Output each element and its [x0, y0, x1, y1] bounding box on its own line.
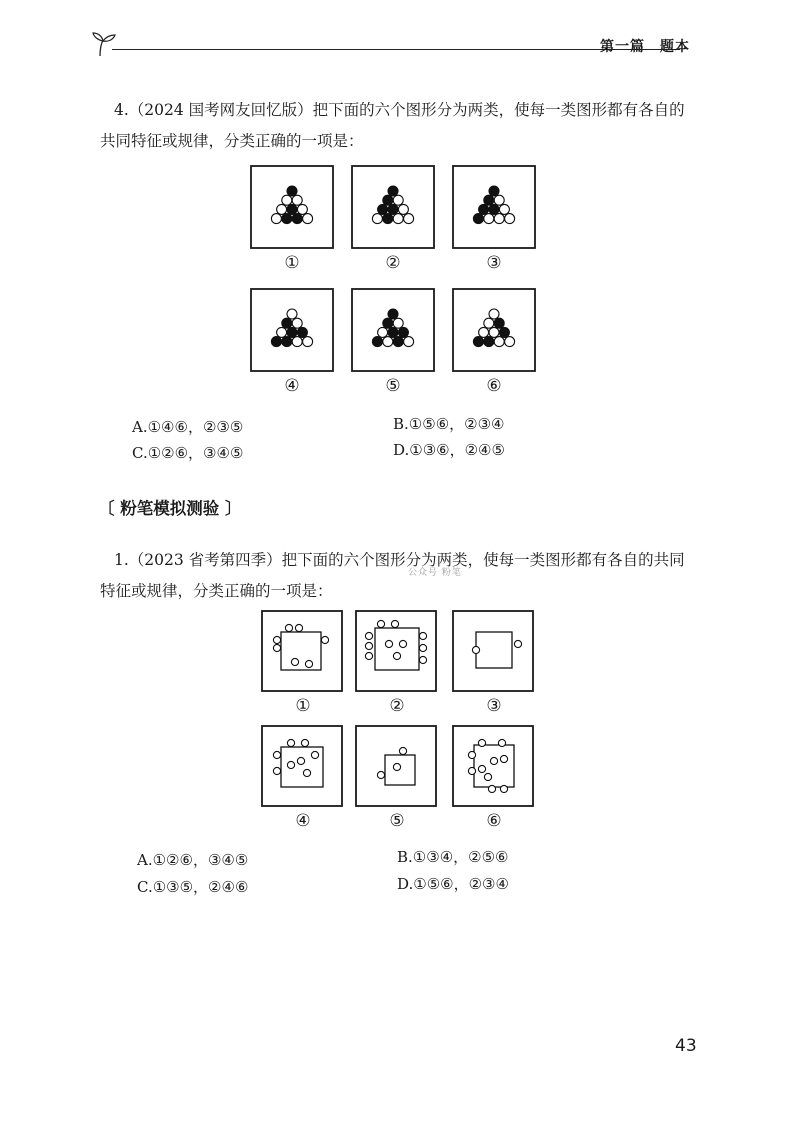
- figure-label: ⑥: [486, 376, 502, 396]
- black-dot: [388, 204, 398, 214]
- figure-label: ①: [284, 253, 300, 273]
- small-circle: [484, 773, 491, 780]
- option-text: ①②⑥，③④⑤: [147, 444, 244, 462]
- white-dot: [505, 214, 515, 224]
- square-circles-figure: [452, 725, 534, 807]
- figure-label: ①: [295, 696, 311, 716]
- question-1-text: [100, 545, 700, 607]
- triangle-dots-figure: [250, 165, 334, 249]
- small-circle: [391, 620, 398, 627]
- q1-figure-1: [261, 610, 345, 716]
- question-1-stem: 1.（2023 省考第四季）把下面的六个图形分为两类，使每一类图形都有各自的共同特征或规律，分类正确的一项是：: [100, 551, 685, 600]
- black-dot: [378, 204, 388, 214]
- white-dot: [383, 337, 393, 347]
- small-circle: [285, 624, 292, 631]
- option-text: ①⑤⑥，②③④: [408, 415, 505, 433]
- q4-figure-6: [452, 288, 536, 396]
- figure-label: ⑤: [389, 811, 405, 831]
- black-dot: [473, 337, 483, 347]
- q4-option-d[interactable]: [393, 440, 505, 460]
- figure-label: ③: [486, 253, 502, 273]
- black-dot: [393, 337, 403, 347]
- black-dot: [287, 327, 297, 337]
- white-dot: [494, 195, 504, 205]
- white-dot: [393, 195, 403, 205]
- option-text: ①③④，②⑤⑥: [412, 848, 509, 866]
- small-circle: [365, 642, 372, 649]
- option-text: ①⑤⑥，②③④: [413, 875, 509, 893]
- white-dot: [378, 327, 388, 337]
- q4-figure-1: [250, 165, 334, 273]
- black-dot: [271, 337, 281, 347]
- white-dot: [484, 214, 494, 224]
- black-dot: [479, 204, 489, 214]
- triangle-dots-figure: [452, 165, 536, 249]
- option-text: ①③⑥，②④⑤: [409, 441, 505, 459]
- black-dot: [282, 318, 292, 328]
- figure-frame: [262, 726, 342, 806]
- white-dot: [499, 204, 509, 214]
- small-circle: [500, 755, 507, 762]
- black-dot: [499, 327, 509, 337]
- sprout-icon: [90, 30, 120, 60]
- white-dot: [297, 204, 307, 214]
- white-dot: [292, 195, 302, 205]
- small-circle: [500, 785, 507, 792]
- q1-option-a[interactable]: [137, 850, 248, 870]
- black-dot: [388, 186, 398, 196]
- figure-label: ⑥: [486, 811, 502, 831]
- black-dot: [383, 195, 393, 205]
- square-circles-figure: [452, 610, 534, 692]
- black-dot: [287, 204, 297, 214]
- white-dot: [287, 309, 297, 319]
- option-letter: D.: [397, 875, 414, 893]
- figure-frame: [262, 611, 342, 691]
- small-circle: [287, 761, 294, 768]
- small-circle: [295, 624, 302, 631]
- white-dot: [271, 214, 281, 224]
- q4-option-a[interactable]: [132, 417, 243, 437]
- square-circles-figure: [355, 725, 437, 807]
- option-letter: C.: [137, 878, 153, 896]
- watermark-stamp: 公众号 粉笔: [408, 568, 462, 578]
- q4-figure-3: [452, 165, 536, 273]
- black-dot: [388, 327, 398, 337]
- small-circle: [305, 660, 312, 667]
- small-circle: [490, 757, 497, 764]
- small-circle: [321, 636, 328, 643]
- square-circles-figure: [355, 610, 437, 692]
- square-circles-figure: [261, 610, 343, 692]
- white-dot: [277, 327, 287, 337]
- q1-option-c[interactable]: [137, 877, 248, 897]
- small-circle: [311, 751, 318, 758]
- section-title: 〔 粉笔模拟测验 〕: [98, 499, 242, 518]
- small-circle: [287, 739, 294, 746]
- q4-figure-5: [351, 288, 435, 396]
- option-text: ①②⑥，③④⑤: [152, 851, 249, 869]
- white-dot: [494, 214, 504, 224]
- black-dot: [473, 214, 483, 224]
- white-dot: [404, 214, 414, 224]
- figure-label: ②: [385, 253, 401, 273]
- triangle-dots-figure: [452, 288, 536, 372]
- q4-option-c[interactable]: [132, 443, 243, 463]
- small-circle: [419, 656, 426, 663]
- white-dot: [494, 337, 504, 347]
- white-dot: [393, 214, 403, 224]
- option-letter: A.: [137, 851, 153, 869]
- white-dot: [489, 309, 499, 319]
- black-dot: [292, 214, 302, 224]
- white-dot: [393, 318, 403, 328]
- small-circle: [419, 644, 426, 651]
- page-number: 43: [675, 1036, 697, 1056]
- header-title: 第一篇 题本: [600, 39, 690, 55]
- small-circle: [472, 646, 479, 653]
- white-dot: [282, 195, 292, 205]
- black-dot: [489, 204, 499, 214]
- small-circle: [399, 747, 406, 754]
- q1-option-d[interactable]: [397, 874, 509, 894]
- square-circles-figure: [261, 725, 343, 807]
- black-dot: [282, 337, 292, 347]
- white-dot: [277, 204, 287, 214]
- header-rule: [112, 49, 680, 50]
- figure-frame: [453, 611, 533, 691]
- q1-option-b[interactable]: [397, 847, 508, 867]
- option-text: ①③⑤，②④⑥: [152, 878, 249, 896]
- question-4-stem: 4.（2024 国考网友回忆版）把下面的六个图形分为两类，使每一类图形都有各自的共同特征或规律，分类正确的一项是：: [100, 101, 685, 150]
- q4-option-b[interactable]: [393, 414, 504, 434]
- figure-label: ③: [486, 696, 502, 716]
- small-circle: [273, 644, 280, 651]
- q1-figure-4: [261, 725, 345, 831]
- black-dot: [388, 309, 398, 319]
- q1-figure-2: [355, 610, 439, 716]
- white-dot: [479, 327, 489, 337]
- small-circle: [488, 785, 495, 792]
- white-dot: [398, 204, 408, 214]
- q4-figure-4: [250, 288, 334, 396]
- q1-figure-5: [355, 725, 439, 831]
- black-dot: [297, 327, 307, 337]
- white-dot: [292, 337, 302, 347]
- small-circle: [478, 765, 485, 772]
- small-circle: [498, 739, 505, 746]
- black-dot: [489, 186, 499, 196]
- white-dot: [292, 318, 302, 328]
- q1-figure-6: [452, 725, 536, 831]
- white-dot: [372, 214, 382, 224]
- black-dot: [494, 318, 504, 328]
- small-circle: [377, 620, 384, 627]
- black-dot: [398, 327, 408, 337]
- small-circle: [468, 751, 475, 758]
- option-letter: A.: [132, 418, 148, 436]
- small-circle: [365, 652, 372, 659]
- black-dot: [484, 195, 494, 205]
- small-circle: [377, 771, 384, 778]
- black-dot: [383, 318, 393, 328]
- small-circle: [301, 739, 308, 746]
- small-circle: [478, 739, 485, 746]
- triangle-dots-figure: [250, 288, 334, 372]
- small-circle: [273, 767, 280, 774]
- small-circle: [399, 640, 406, 647]
- white-dot: [484, 318, 494, 328]
- white-dot: [303, 214, 313, 224]
- small-circle: [303, 769, 310, 776]
- white-dot: [303, 337, 313, 347]
- small-circle: [514, 640, 521, 647]
- white-dot: [489, 327, 499, 337]
- black-dot: [372, 337, 382, 347]
- small-circle: [419, 632, 426, 639]
- small-circle: [393, 652, 400, 659]
- option-letter: B.: [397, 848, 413, 866]
- option-letter: D.: [393, 441, 410, 459]
- question-4-text: [100, 95, 700, 157]
- black-dot: [282, 214, 292, 224]
- triangle-dots-figure: [351, 288, 435, 372]
- figure-label: ⑤: [385, 376, 401, 396]
- small-circle: [365, 632, 372, 639]
- triangle-dots-figure: [351, 165, 435, 249]
- white-dot: [404, 337, 414, 347]
- option-text: ①④⑥，②③⑤: [147, 418, 244, 436]
- option-letter: C.: [132, 444, 148, 462]
- small-circle: [393, 763, 400, 770]
- figure-frame: [453, 726, 533, 806]
- small-circle: [273, 636, 280, 643]
- black-dot: [287, 186, 297, 196]
- figure-label: ④: [295, 811, 311, 831]
- small-circle: [291, 658, 298, 665]
- figure-label: ④: [284, 376, 300, 396]
- q1-figure-3: [452, 610, 536, 716]
- running-header: [90, 30, 700, 60]
- black-dot: [383, 214, 393, 224]
- small-circle: [297, 757, 304, 764]
- small-circle: [468, 767, 475, 774]
- q4-figure-2: [351, 165, 435, 273]
- small-circle: [385, 640, 392, 647]
- white-dot: [505, 337, 515, 347]
- black-dot: [484, 337, 494, 347]
- option-letter: B.: [393, 415, 409, 433]
- small-circle: [273, 751, 280, 758]
- figure-label: ②: [389, 696, 405, 716]
